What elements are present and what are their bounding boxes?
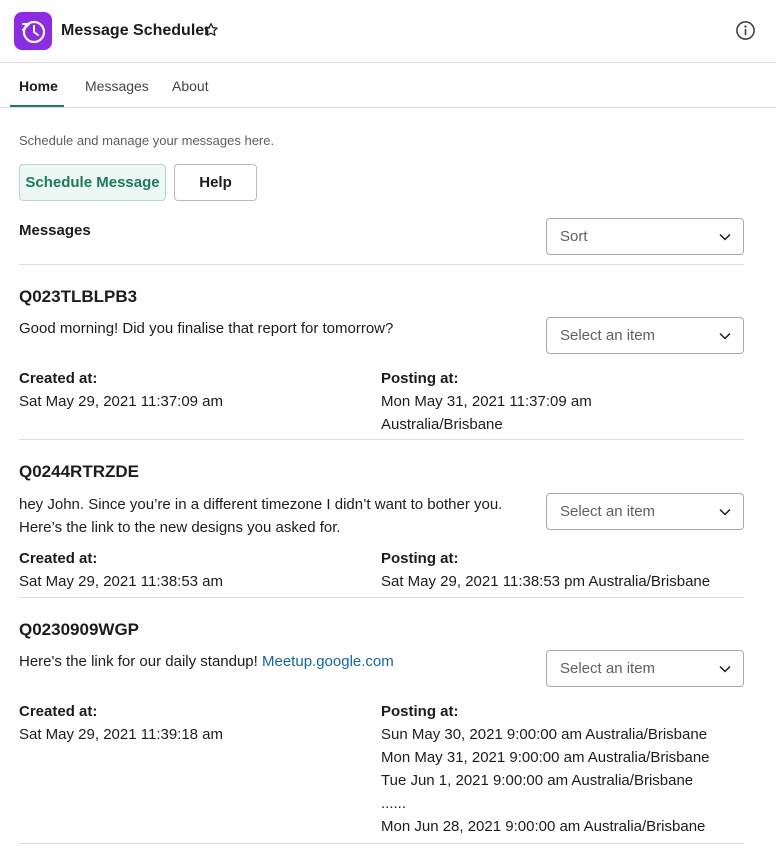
- message-text-line: Good morning! Did you finalise that report for tomorrow?: [19, 320, 394, 337]
- created-at-value: [19, 570, 223, 593]
- item-select-label: Select an item: [560, 660, 656, 677]
- item-select-label: Select an item: [560, 503, 656, 520]
- message-id: Q0230909WGP: [19, 620, 140, 639]
- active-tab-indicator: [10, 105, 64, 107]
- app-header: [0, 0, 776, 63]
- posting-at-value: [381, 570, 710, 593]
- divider: [19, 843, 744, 844]
- message-id: Q023TLBLPB3: [19, 287, 138, 306]
- posting-at-line: Mon May 31, 2021 9:00:00 am Australia/Brisbane: [381, 749, 710, 766]
- posting-at-ellipsis: ......: [381, 795, 407, 812]
- posting-at-line: Tue Jun 1, 2021 9:00:00 am Australia/Brisbane: [381, 772, 694, 789]
- star-outline-icon[interactable]: [203, 22, 219, 38]
- created-at-line: Sat May 29, 2021 11:37:09 am: [19, 393, 224, 410]
- posting-at-line: Mon May 31, 2021 11:37:09 am: [381, 393, 592, 410]
- schedule-message-button[interactable]: Schedule Message: [19, 164, 166, 201]
- intro-text: Schedule and manage your messages here.: [19, 133, 275, 148]
- sort-select-label: Sort: [560, 228, 588, 245]
- created-at-label: Created at:: [19, 703, 98, 720]
- item-select-label: Select an item: [560, 327, 656, 344]
- chevron-down-icon: [719, 665, 731, 673]
- meetup-link[interactable]: Meetup.google.com: [262, 653, 394, 670]
- message-id: Q0244RTRZDE: [19, 462, 139, 481]
- message-text: [19, 650, 394, 673]
- message-text-line: Here’s the link to the new designs you asked for.: [19, 519, 341, 536]
- posting-at-label: Posting at:: [381, 370, 459, 387]
- messages-section-title: Messages: [19, 222, 91, 239]
- created-at-value: [19, 390, 223, 413]
- tab-bar: [0, 64, 776, 108]
- tab-messages[interactable]: Messages: [85, 78, 149, 94]
- posting-at-value: [381, 390, 592, 436]
- posting-at-value: [381, 723, 710, 838]
- chevron-down-icon: [719, 233, 731, 241]
- message-item-select[interactable]: [546, 650, 744, 687]
- message-item-select[interactable]: [546, 317, 744, 354]
- help-button[interactable]: Help: [174, 164, 257, 201]
- posting-at-line: Mon Jun 28, 2021 9:00:00 am Australia/Brisbane: [381, 818, 706, 835]
- tab-about[interactable]: About: [172, 78, 209, 94]
- message-text-line: [19, 650, 394, 673]
- message-text-line: hey John. Since you’re in a different timezone I didn’t want to bother you.: [19, 496, 503, 513]
- divider: [19, 264, 744, 265]
- chevron-down-icon: [719, 508, 731, 516]
- message-text: [19, 493, 502, 539]
- info-icon[interactable]: [735, 20, 756, 41]
- scheduler-logo-icon: [14, 12, 52, 50]
- posting-at-line: Sat May 29, 2021 11:38:53 pm Australia/Brisbane: [381, 573, 711, 590]
- created-at-value: [19, 723, 223, 746]
- sort-select[interactable]: [546, 218, 744, 255]
- divider: [19, 439, 744, 440]
- message-text: [19, 317, 393, 340]
- chevron-down-icon: [719, 332, 731, 340]
- message-text-content: Here's the link for our daily standup!: [19, 653, 262, 670]
- created-at-line: Sat May 29, 2021 11:39:18 am: [19, 726, 224, 743]
- created-at-line: Sat May 29, 2021 11:38:53 am: [19, 573, 224, 590]
- message-item-select[interactable]: [546, 493, 744, 530]
- created-at-label: Created at:: [19, 550, 98, 567]
- posting-at-label: Posting at:: [381, 550, 459, 567]
- app-title: Message Scheduler: [61, 22, 211, 39]
- posting-at-label: Posting at:: [381, 703, 459, 720]
- created-at-label: Created at:: [19, 370, 98, 387]
- divider: [19, 597, 744, 598]
- posting-at-line: Sun May 30, 2021 9:00:00 am Australia/Brisbane: [381, 726, 708, 743]
- tab-home[interactable]: Home: [19, 78, 58, 94]
- posting-at-line: Australia/Brisbane: [381, 416, 503, 433]
